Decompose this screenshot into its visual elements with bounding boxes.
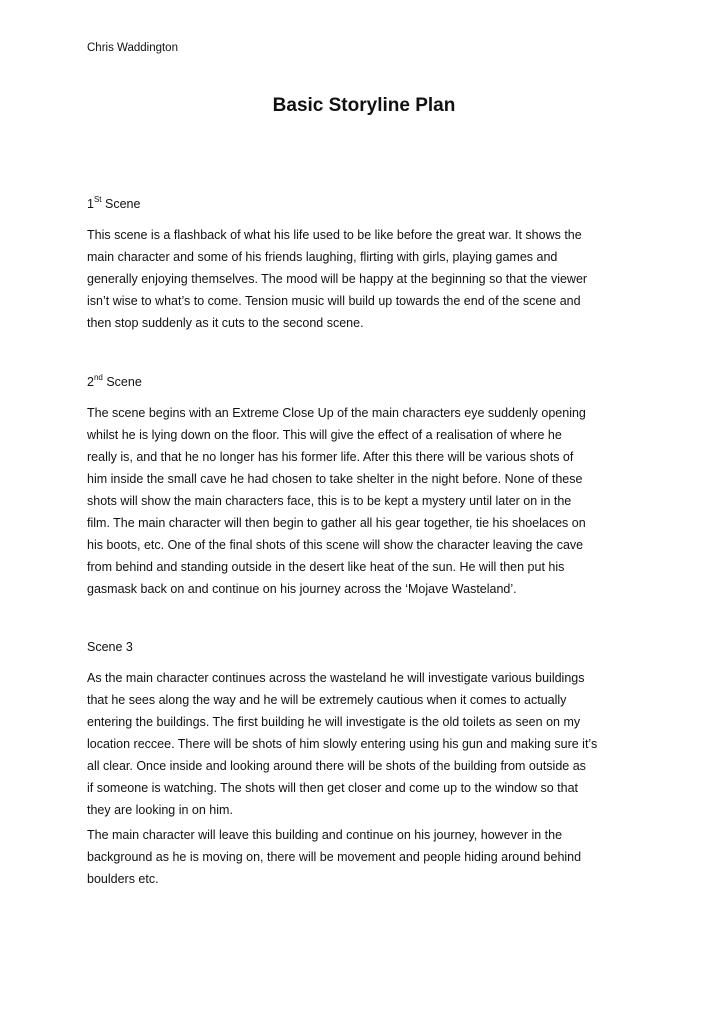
author-header: Chris Waddington xyxy=(87,42,178,54)
paragraph-line: boulders etc. xyxy=(87,872,159,886)
paragraph-line: As the main character continues across the wasteland he will investigate various buildings xyxy=(87,671,585,685)
scene-1-heading-number: 1 xyxy=(87,197,94,211)
paragraph-line: his boots, etc. One of the final shots of this scene will show the character leaving the cave xyxy=(87,538,584,552)
paragraph-line: that he sees along the way and he will be extremely cautious when it comes to actually xyxy=(87,693,567,707)
scene-3-paragraph-2 xyxy=(87,824,647,890)
scene-2-paragraph xyxy=(87,402,647,600)
paragraph-line: The main character will leave this building and continue on his journey, however in the xyxy=(87,828,563,842)
scene-1-heading xyxy=(87,196,140,212)
paragraph-line: location reccee. There will be shots of him slowly entering using his gun and making sure it’s xyxy=(87,737,598,751)
paragraph-line: isn’t wise to what’s to come. Tension music will build up towards the end of the scene and xyxy=(87,294,581,308)
paragraph-line: shots will show the main characters face, this is to be kept a mystery until later on in the xyxy=(87,494,572,508)
paragraph-line: really is, and that he no longer has his former life. After this there will be various shots of xyxy=(87,450,574,464)
paragraph-line: background as he is moving on, there will be movement and people hiding around behind xyxy=(87,850,582,864)
scene-3-heading: Scene 3 xyxy=(87,640,133,654)
paragraph-line: if someone is watching. The shots will then get closer and come up to the window so that xyxy=(87,781,579,795)
paragraph-line: whilst he is lying down on the floor. This will give the effect of a realisation of where he xyxy=(87,428,562,442)
paragraph-line: gasmask back on and continue on his journey across the ‘Mojave Wasteland’. xyxy=(87,582,517,596)
scene-2-heading xyxy=(87,374,142,390)
scene-1-heading-suffix: St xyxy=(93,194,102,204)
paragraph-line: film. The main character will then begin to gather all his gear together, tie his shoelaces on xyxy=(87,516,586,530)
scene-2-heading-number: 2 xyxy=(87,375,94,389)
paragraph-line: This scene is a flashback of what his life used to be like before the great war. It shows the xyxy=(87,228,582,242)
paragraph-line: main character and some of his friends laughing, flirting with girls, playing games and xyxy=(87,250,558,264)
page-title: Basic Storyline Plan xyxy=(272,95,456,116)
paragraph-line: entering the buildings. The first building he will investigate is the old toilets as seen on my xyxy=(87,715,581,729)
paragraph-line: generally enjoying themselves. The mood will be happy at the beginning so that the viewer xyxy=(87,272,588,286)
scene-1-paragraph xyxy=(87,224,647,334)
paragraph-line: all clear. Once inside and looking around there will be shots of the building from outside as xyxy=(87,759,586,773)
scene-2-heading-suffix: nd xyxy=(93,372,103,382)
scene-1-heading-word: Scene xyxy=(101,197,141,211)
paragraph-line: The scene begins with an Extreme Close Up of the main characters eye suddenly opening xyxy=(87,406,586,420)
paragraph-line: they are looking in on him. xyxy=(87,803,233,817)
scene-2-heading-word: Scene xyxy=(102,375,142,389)
paragraph-line: then stop suddenly as it cuts to the second scene. xyxy=(87,316,364,330)
paragraph-line: from behind and standing outside in the desert like heat of the sun. He will then put his xyxy=(87,560,565,574)
paragraph-line: him inside the small cave he had chosen to take shelter in the night before. None of these xyxy=(87,472,583,486)
scene-3-paragraph-1 xyxy=(87,667,647,821)
